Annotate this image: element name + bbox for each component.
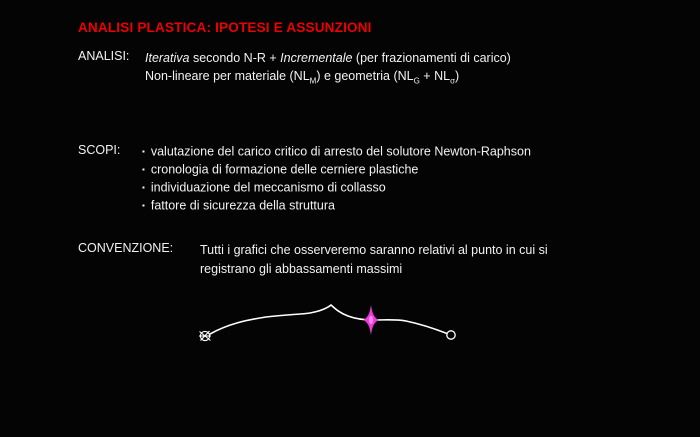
convenzione-label: CONVENZIONE: xyxy=(78,241,174,255)
analisi-label: ANALISI: xyxy=(78,49,130,63)
analisi-line2: Non-lineare per materiale $(NL_M)$ e geometria $(NL_G + NL_\sigma)$ xyxy=(145,69,460,86)
bullet-icon: ▪ xyxy=(142,165,145,174)
list-item: ▪ valutazione del carico critico di arresto del solutore Newton-Raphson xyxy=(142,144,531,159)
bullet-icon: ▪ xyxy=(142,147,145,156)
bullet-icon: ▪ xyxy=(142,201,145,210)
analisi-italic-incrementale: Incrementale xyxy=(280,51,353,65)
list-item: ▪ individuazione del meccanismo di collasso xyxy=(142,180,386,195)
list-item: ▪ fattore di sicurezza della struttura xyxy=(142,198,335,213)
deflection-curve xyxy=(210,305,447,334)
right-support-icon xyxy=(447,331,455,339)
convenzione-line1: Tutti i grafici che osserveremo saranno relativi al punto in cui si xyxy=(200,243,548,257)
convenzione-line2: registrano gli abbassamenti massimi xyxy=(200,261,403,276)
analisi-italic-iterativa: Iterativa xyxy=(145,51,190,65)
max-displacement-star-icon xyxy=(364,305,379,335)
deflection-diagram xyxy=(188,290,478,354)
list-item: ▪ cronologia di formazione delle cerniere plastiche xyxy=(142,162,419,177)
left-support-icon xyxy=(199,331,211,341)
analisi-body xyxy=(145,49,511,85)
analisi-line1: Iterativa secondo N-R + Incrementale (per frazionamenti di carico) xyxy=(145,51,511,65)
slide-title: ANALISI PLASTICA: IPOTESI E ASSUNZIONI xyxy=(78,20,372,35)
scopi-list xyxy=(142,143,531,215)
convenzione-body xyxy=(200,241,548,278)
scopi-label: SCOPI: xyxy=(78,143,121,157)
bullet-icon: ▪ xyxy=(142,183,145,192)
